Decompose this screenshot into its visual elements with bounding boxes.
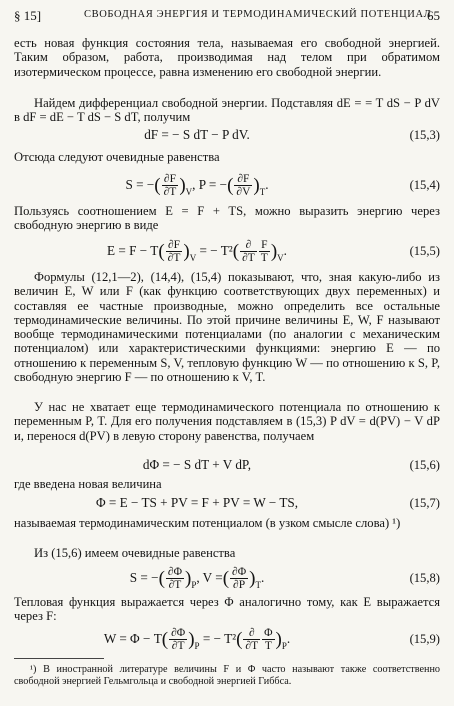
paragraph-1: есть новая функция состояния тела, называемая его свободной энергией. Таким образом, работа, производимая над телом при обратимом изотермическом процессе, равна изменению его свободной энергии. <box>14 36 440 79</box>
eq158-num2: ∂Φ <box>232 566 247 579</box>
equation-15-5-number: (15,5) <box>409 244 440 258</box>
eq155-den3: T <box>260 252 268 265</box>
eq154-mid: , P = − <box>192 177 228 192</box>
eq155-mid: = − T² <box>199 243 233 258</box>
equation-15-8 <box>14 563 440 593</box>
equation-15-6-number: (15,6) <box>409 458 440 472</box>
eq155-frac1 <box>166 239 183 264</box>
eq155-frac2 <box>240 239 257 264</box>
equation-15-4-number: (15,4) <box>409 178 440 192</box>
eq155-sub1: V <box>189 253 197 263</box>
equation-15-7 <box>14 494 440 512</box>
equation-15-9 <box>14 624 440 654</box>
equation-15-8-formula: S = −( $\frac{\partial\Phi}{\partial T}$ )$_P$, V =( $\frac{\partial\Phi}{\partial P}$ )$_T$. <box>129 566 265 592</box>
eq159-frac2 <box>243 627 260 652</box>
eq158-mid: , V = <box>196 570 223 585</box>
equation-15-7-number: (15,7) <box>409 496 440 510</box>
eq159-end: . <box>286 631 291 646</box>
eq154-sub2: T <box>259 187 266 197</box>
section-mark: § 15] <box>14 8 42 23</box>
eq155-num3: F <box>259 239 270 252</box>
eq159-frac1 <box>169 627 187 652</box>
eq154-lhs1: S = − <box>125 177 155 192</box>
eq155-sub2: V <box>277 253 284 263</box>
eq155-num2: ∂ <box>240 239 257 252</box>
equation-15-3-formula: dF = − S dT − P dV. <box>144 127 250 142</box>
paragraph-4: Пользуясь соотношением E = F + TS, можно выразить энергию через свободную энергию в виде <box>14 204 440 233</box>
eq154-sub1: V <box>185 187 193 197</box>
eq158-frac1 <box>166 566 184 591</box>
eq158-den2: ∂P <box>233 579 246 592</box>
equation-15-3 <box>14 126 440 144</box>
eq158-den1: ∂T <box>168 579 182 592</box>
eq155-den1: ∂T <box>167 252 181 265</box>
equation-15-4-formula: S = −( $\frac{\partial F}{\partial T}$ )$_V$, P = −( $\frac{\partial F}{\partial V}$ )$_T$. <box>125 173 269 199</box>
eq158-num1: ∂Φ <box>167 566 182 579</box>
eq154-num1: ∂F <box>162 173 179 186</box>
eq154-frac1 <box>162 173 179 198</box>
eq159-frac3 <box>262 627 274 652</box>
paragraph-7: где введена новая величина <box>14 477 162 491</box>
paragraph-8: называемая термодинамическим потенциалом (в узком смысле слова) ¹) <box>14 516 401 530</box>
eq159-num1: ∂Φ <box>171 627 186 640</box>
eq155-lhs: E = F − T <box>107 243 159 258</box>
eq159-num3: Φ <box>264 627 273 640</box>
equation-15-7-formula: Φ = E − TS + PV = F + PV = W − TS, <box>95 495 299 510</box>
running-header <box>14 8 440 26</box>
eq159-den1: ∂T <box>171 640 185 653</box>
equation-15-6 <box>14 456 440 474</box>
equation-15-9-number: (15,9) <box>409 632 440 646</box>
paragraph-10: Тепловая функция выражается через Φ аналогично тому, как E выражается через F: <box>14 595 440 624</box>
page-number: 65 <box>427 8 440 23</box>
paragraph-5: Формулы (12,1—2), (14,4), (15,4) показывают, что, зная какую-либо из величин E, W или F (как функцию соответствующих двух переменных) и составляя ее частные производные, можно определить все остальные термодинамические величины. По этой причине величины E, W, F называют вообще термодинамическими потенциалами (по аналогии с механическим потенциалом) или характеристическими функциями: энергию E — по отношению к переменным S, V, тепловую функцию W — по отношению к S, P, свободную энергию F — по отношению к V, T. <box>14 270 440 385</box>
paragraph-9: Из (15,6) имеем очевидные равенства <box>34 546 236 560</box>
eq154-num2: ∂F <box>234 173 252 186</box>
eq159-sub1: P <box>194 641 200 651</box>
equation-15-4 <box>14 170 440 200</box>
eq159-den2: ∂T <box>245 640 259 653</box>
eq158-lhs1: S = − <box>129 570 159 585</box>
footnote: ¹) В иностранной литературе величины F и Φ часто называют также соответственно свободной энергией Гельмгольца и свободной энергией Гиббса. <box>14 664 440 688</box>
equation-15-8-number: (15,8) <box>409 571 440 585</box>
eq159-sub2: P <box>281 641 287 651</box>
footnote-rule <box>14 658 104 659</box>
eq154-end: . <box>265 177 269 192</box>
paragraph-6: У нас не хватает еще термодинамического потенциала по отношению к переменным P, T. Для его получения подставляем в (15,3) P dV = d(PV) − V dP и, перенося d(PV) в левую сторону равенства, получаем <box>14 400 440 443</box>
eq155-den2: ∂T <box>242 252 255 265</box>
eq159-num2: ∂ <box>243 627 260 640</box>
eq154-frac2 <box>234 173 252 198</box>
paragraph-3: Отсюда следуют очевидные равенства <box>14 150 220 164</box>
eq155-end: . <box>283 243 287 258</box>
eq158-sub2: T <box>255 580 261 590</box>
paragraph-2: Найдем дифференциал свободной энергии. Подставляя dE = = T dS − P dV в dF = dE − T dS − S dT, получим <box>14 96 440 125</box>
eq159-lhs: W = Φ − T <box>103 631 162 646</box>
eq154-den1: ∂T <box>163 186 177 199</box>
eq158-frac2 <box>230 566 248 591</box>
equation-15-5 <box>14 236 440 266</box>
eq159-mid: = − T² <box>202 631 237 646</box>
eq155-frac3 <box>259 239 270 264</box>
eq159-den3: T <box>264 640 272 653</box>
eq158-sub1: P <box>191 580 197 590</box>
eq154-den2: ∂V <box>236 186 251 199</box>
equation-15-5-formula: E = F − T( $\frac{\partial F}{\partial T}$ )$_V$ = − T²( $\frac{\partial}{\partial T}$ $\frac{F}{T}$ )$_V$. <box>107 239 287 265</box>
running-title: СВОБОДНАЯ ЭНЕРГИЯ И ТЕРМОДИНАМИЧЕСКИЙ ПОТЕНЦИАЛ <box>84 9 432 20</box>
equation-15-6-formula: dΦ = − S dT + V dP, <box>142 457 252 472</box>
equation-15-3-number: (15,3) <box>409 128 440 142</box>
eq158-end: . <box>260 570 265 585</box>
equation-15-9-formula: W = Φ − T( $\frac{\partial\Phi}{\partial T}$ )$_P$ = − T²( $\frac{\partial}{\partial T}$ $\frac{\Phi}{T}$ )$_P$. <box>103 627 291 653</box>
eq155-num1: ∂F <box>166 239 183 252</box>
